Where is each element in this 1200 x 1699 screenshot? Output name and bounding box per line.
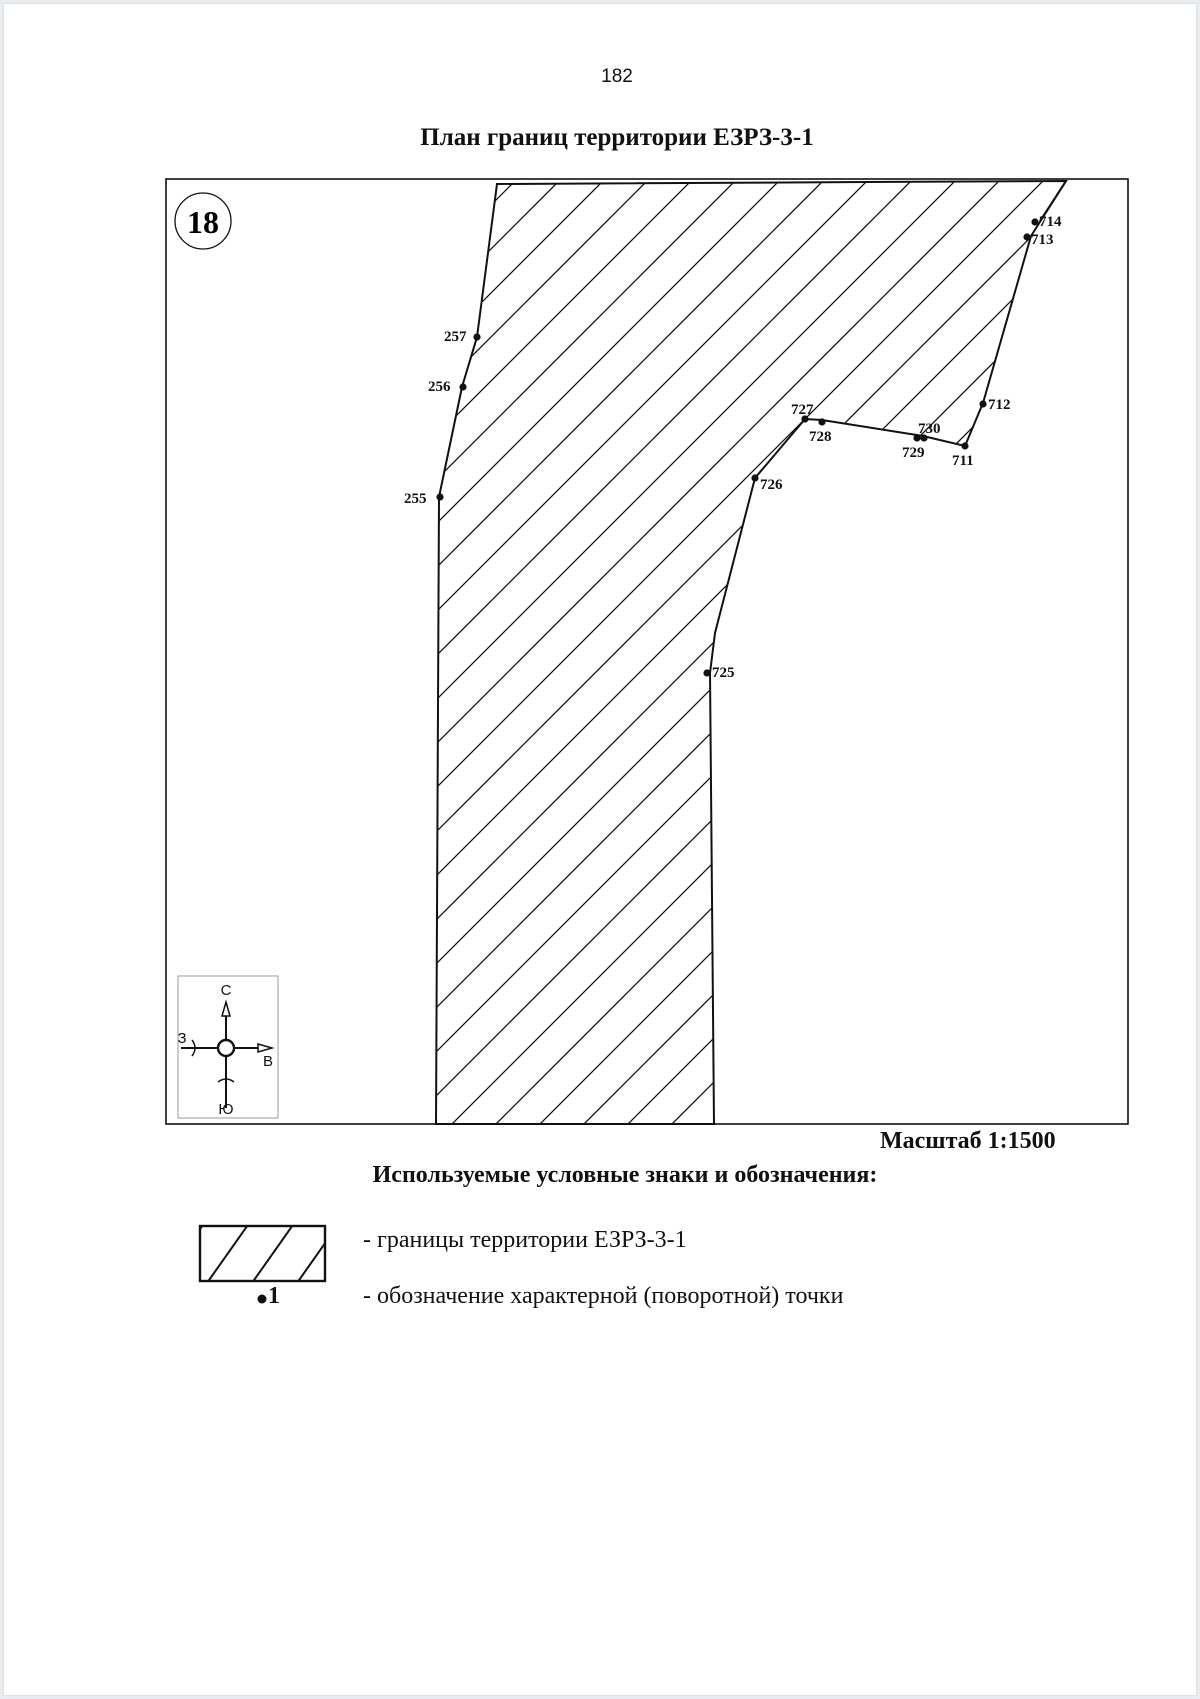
hatch-line — [860, 100, 1200, 1200]
hatch-line — [0, 100, 596, 1200]
point-label-711: 711 — [952, 453, 974, 469]
hatch-line — [24, 100, 1124, 1200]
hatch-line — [508, 100, 1200, 1200]
hatch-line — [0, 100, 376, 1200]
page-number: 182 — [601, 66, 633, 87]
point-726-marker — [751, 474, 758, 481]
point-label-729: 729 — [902, 445, 925, 461]
hatch-line — [596, 100, 1200, 1200]
hatch-line — [0, 100, 200, 1200]
hatch-line — [816, 100, 1200, 1200]
hatch-line — [0, 100, 684, 1200]
point-728-marker — [818, 418, 825, 425]
point-label-712: 712 — [988, 397, 1011, 413]
hatch-line — [0, 100, 1080, 1200]
hatch-line — [112, 100, 1200, 1200]
hatch-line — [948, 100, 1200, 1200]
point-255-marker — [436, 493, 443, 500]
hatch-line — [1080, 100, 1200, 1200]
hatch-line — [0, 100, 640, 1200]
point-711-marker — [961, 442, 968, 449]
hatch-line — [0, 100, 552, 1200]
hatch-line — [68, 100, 1168, 1200]
compass-center — [218, 1040, 234, 1056]
hatch-line — [0, 100, 772, 1200]
map-frame — [166, 179, 1128, 1124]
legend-item-point-text: - обозначение характерной (поворотной) точки — [363, 1283, 844, 1309]
hatch-line — [376, 100, 1200, 1200]
hatch-line — [0, 100, 816, 1200]
north-arrow-icon — [222, 1002, 230, 1016]
hatch-line — [288, 100, 1200, 1200]
legend-hatch-symbol — [150, 1222, 340, 1300]
point-label-256: 256 — [428, 379, 451, 395]
point-257-marker — [473, 333, 480, 340]
hatch-line — [640, 100, 1200, 1200]
hatch-line — [0, 100, 288, 1200]
hatch-line — [0, 100, 464, 1200]
hatch-line — [728, 100, 1200, 1200]
point-label-728: 728 — [809, 429, 832, 445]
hatch-line — [1124, 100, 1200, 1200]
hatch-line — [0, 100, 948, 1200]
compass-rose — [177, 976, 278, 1118]
hatch-line — [0, 100, 508, 1200]
point-label-255: 255 — [404, 491, 427, 507]
map-scale: Масштаб 1:1500 — [880, 1128, 1056, 1154]
turning-points — [436, 218, 1038, 676]
point-label-257: 257 — [444, 329, 467, 345]
hatch-line — [200, 100, 1200, 1200]
hatch-line — [1036, 100, 1200, 1200]
point-712-marker — [979, 400, 986, 407]
legend-title: Используемые условные знаки и обозначения: — [372, 1162, 878, 1188]
hatch-line — [684, 100, 1200, 1200]
point-256-marker — [459, 383, 466, 390]
legend-item-boundary-text: - границы территории ЕЗРЗ-3-1 — [363, 1227, 687, 1253]
territory-boundary — [436, 181, 1066, 1124]
point-label-714: 714 — [1039, 214, 1062, 230]
hatch-line — [244, 100, 1200, 1200]
page-title: План границ территории ЕЗРЗ-3-1 — [420, 124, 814, 151]
hatch-line — [904, 100, 1200, 1200]
hatch-line — [0, 100, 860, 1200]
point-label-713: 713 — [1031, 232, 1054, 248]
hatch-line — [0, 100, 1036, 1200]
hatch-line — [0, 100, 904, 1200]
hatch-line — [552, 100, 1200, 1200]
point-label-730: 730 — [918, 421, 941, 437]
hatch-line — [332, 100, 1200, 1200]
point-714-marker — [1031, 218, 1038, 225]
legend-point-symbol — [258, 1295, 267, 1304]
sheet-number: 18 — [187, 204, 219, 240]
hatch-line — [0, 100, 992, 1200]
point-725-marker — [703, 669, 710, 676]
point-label-726: 726 — [760, 477, 783, 493]
east-arrow-icon — [258, 1044, 272, 1052]
hatch-line — [0, 100, 420, 1200]
hatch-line — [772, 100, 1200, 1200]
hatch-line — [156, 100, 1200, 1200]
compass-north-label: С — [220, 982, 232, 999]
compass-west-label: З — [177, 1030, 187, 1047]
point-713-marker — [1023, 233, 1030, 240]
hatch-line — [420, 100, 1200, 1200]
point-label-725: 725 — [712, 665, 735, 681]
point-label-727: 727 — [791, 402, 814, 418]
hatch-line — [1168, 100, 1200, 1200]
compass-south-label: Ю — [218, 1101, 234, 1118]
hatch-line — [0, 100, 244, 1200]
legend-point-symbol-label: 1 — [268, 1283, 280, 1309]
compass-east-label: В — [262, 1053, 274, 1070]
